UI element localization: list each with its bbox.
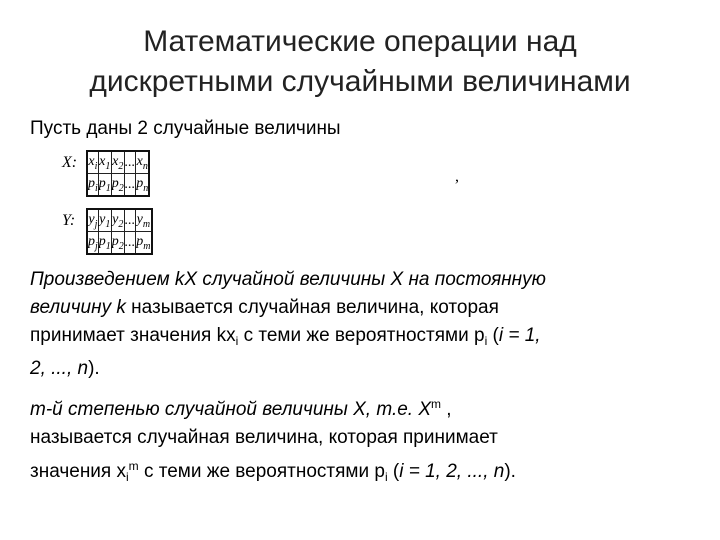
subscript: i bbox=[484, 334, 488, 348]
table-x bbox=[86, 150, 150, 197]
table-x-values-row bbox=[87, 151, 149, 174]
index-range: i = 1, 2, ..., n bbox=[399, 461, 505, 482]
cell: ... bbox=[124, 209, 136, 232]
subscript: i bbox=[384, 470, 388, 484]
table-x-label: X: bbox=[62, 154, 78, 171]
table-y-probs-row bbox=[87, 232, 152, 255]
subscript: i bbox=[235, 334, 239, 348]
power-definition-paragraph bbox=[30, 390, 516, 491]
cell: $y_1$ bbox=[98, 209, 111, 232]
subscript: i bbox=[126, 470, 129, 484]
product-definition-paragraph bbox=[30, 266, 546, 383]
cell: $p_m$ bbox=[136, 232, 152, 255]
power-term: m-й степенью случайной величины X, т.е. X bbox=[30, 399, 432, 420]
cell: ... bbox=[124, 151, 136, 174]
cell: $x_n$ bbox=[136, 151, 150, 174]
superscript: m bbox=[128, 459, 139, 473]
cell: $p_j$ bbox=[87, 232, 98, 255]
title-line-2: дискретными случайными величинами bbox=[89, 65, 631, 98]
power-text: , bbox=[441, 399, 452, 420]
power-text: ). bbox=[504, 461, 516, 482]
cell: $p_1$ bbox=[98, 232, 111, 255]
cell: ... bbox=[124, 174, 136, 197]
slide-title bbox=[0, 22, 720, 102]
cell: $p_n$ bbox=[136, 174, 150, 197]
product-text: ). bbox=[88, 358, 100, 379]
product-term: Произведением kX случайной величины X на постоянную bbox=[30, 269, 546, 290]
cell: $y_m$ bbox=[136, 209, 152, 232]
index-range: i = 1, bbox=[498, 325, 541, 346]
table-y-values-row bbox=[87, 209, 152, 232]
cell: $p_2$ bbox=[111, 232, 124, 255]
cell: $y_j$ bbox=[87, 209, 98, 232]
cell: $p_i$ bbox=[87, 174, 98, 197]
power-text: значения x bbox=[30, 461, 126, 482]
cell: $p_2$ bbox=[111, 174, 124, 197]
title-line-1: Математические операции над bbox=[143, 25, 577, 58]
product-text: с теми же вероятностями p bbox=[238, 325, 485, 346]
table-separator-comma: , bbox=[455, 168, 459, 185]
product-term-cont: величину k bbox=[30, 297, 126, 318]
cell: $x_1$ bbox=[98, 151, 111, 174]
product-text: ( bbox=[487, 325, 499, 346]
cell: $x_2$ bbox=[111, 151, 124, 174]
intro-text: Пусть даны 2 случайные величины bbox=[30, 118, 341, 139]
cell: $p_1$ bbox=[98, 174, 111, 197]
table-x-probs-row bbox=[87, 174, 149, 197]
product-text: называется случайная величина, которая bbox=[125, 297, 499, 318]
cell: ... bbox=[124, 232, 136, 255]
product-text: принимает значения kx bbox=[30, 325, 236, 346]
power-text: называется случайная величина, которая принимает bbox=[30, 427, 498, 448]
power-text: с теми же вероятностями p bbox=[138, 461, 385, 482]
table-y-label: Y: bbox=[62, 212, 76, 229]
table-y bbox=[86, 208, 153, 255]
power-text: ( bbox=[387, 461, 400, 482]
index-range: 2, ..., n bbox=[30, 358, 89, 379]
superscript: m bbox=[431, 397, 442, 411]
cell: $x_i$ bbox=[87, 151, 98, 174]
cell: $y_2$ bbox=[111, 209, 124, 232]
